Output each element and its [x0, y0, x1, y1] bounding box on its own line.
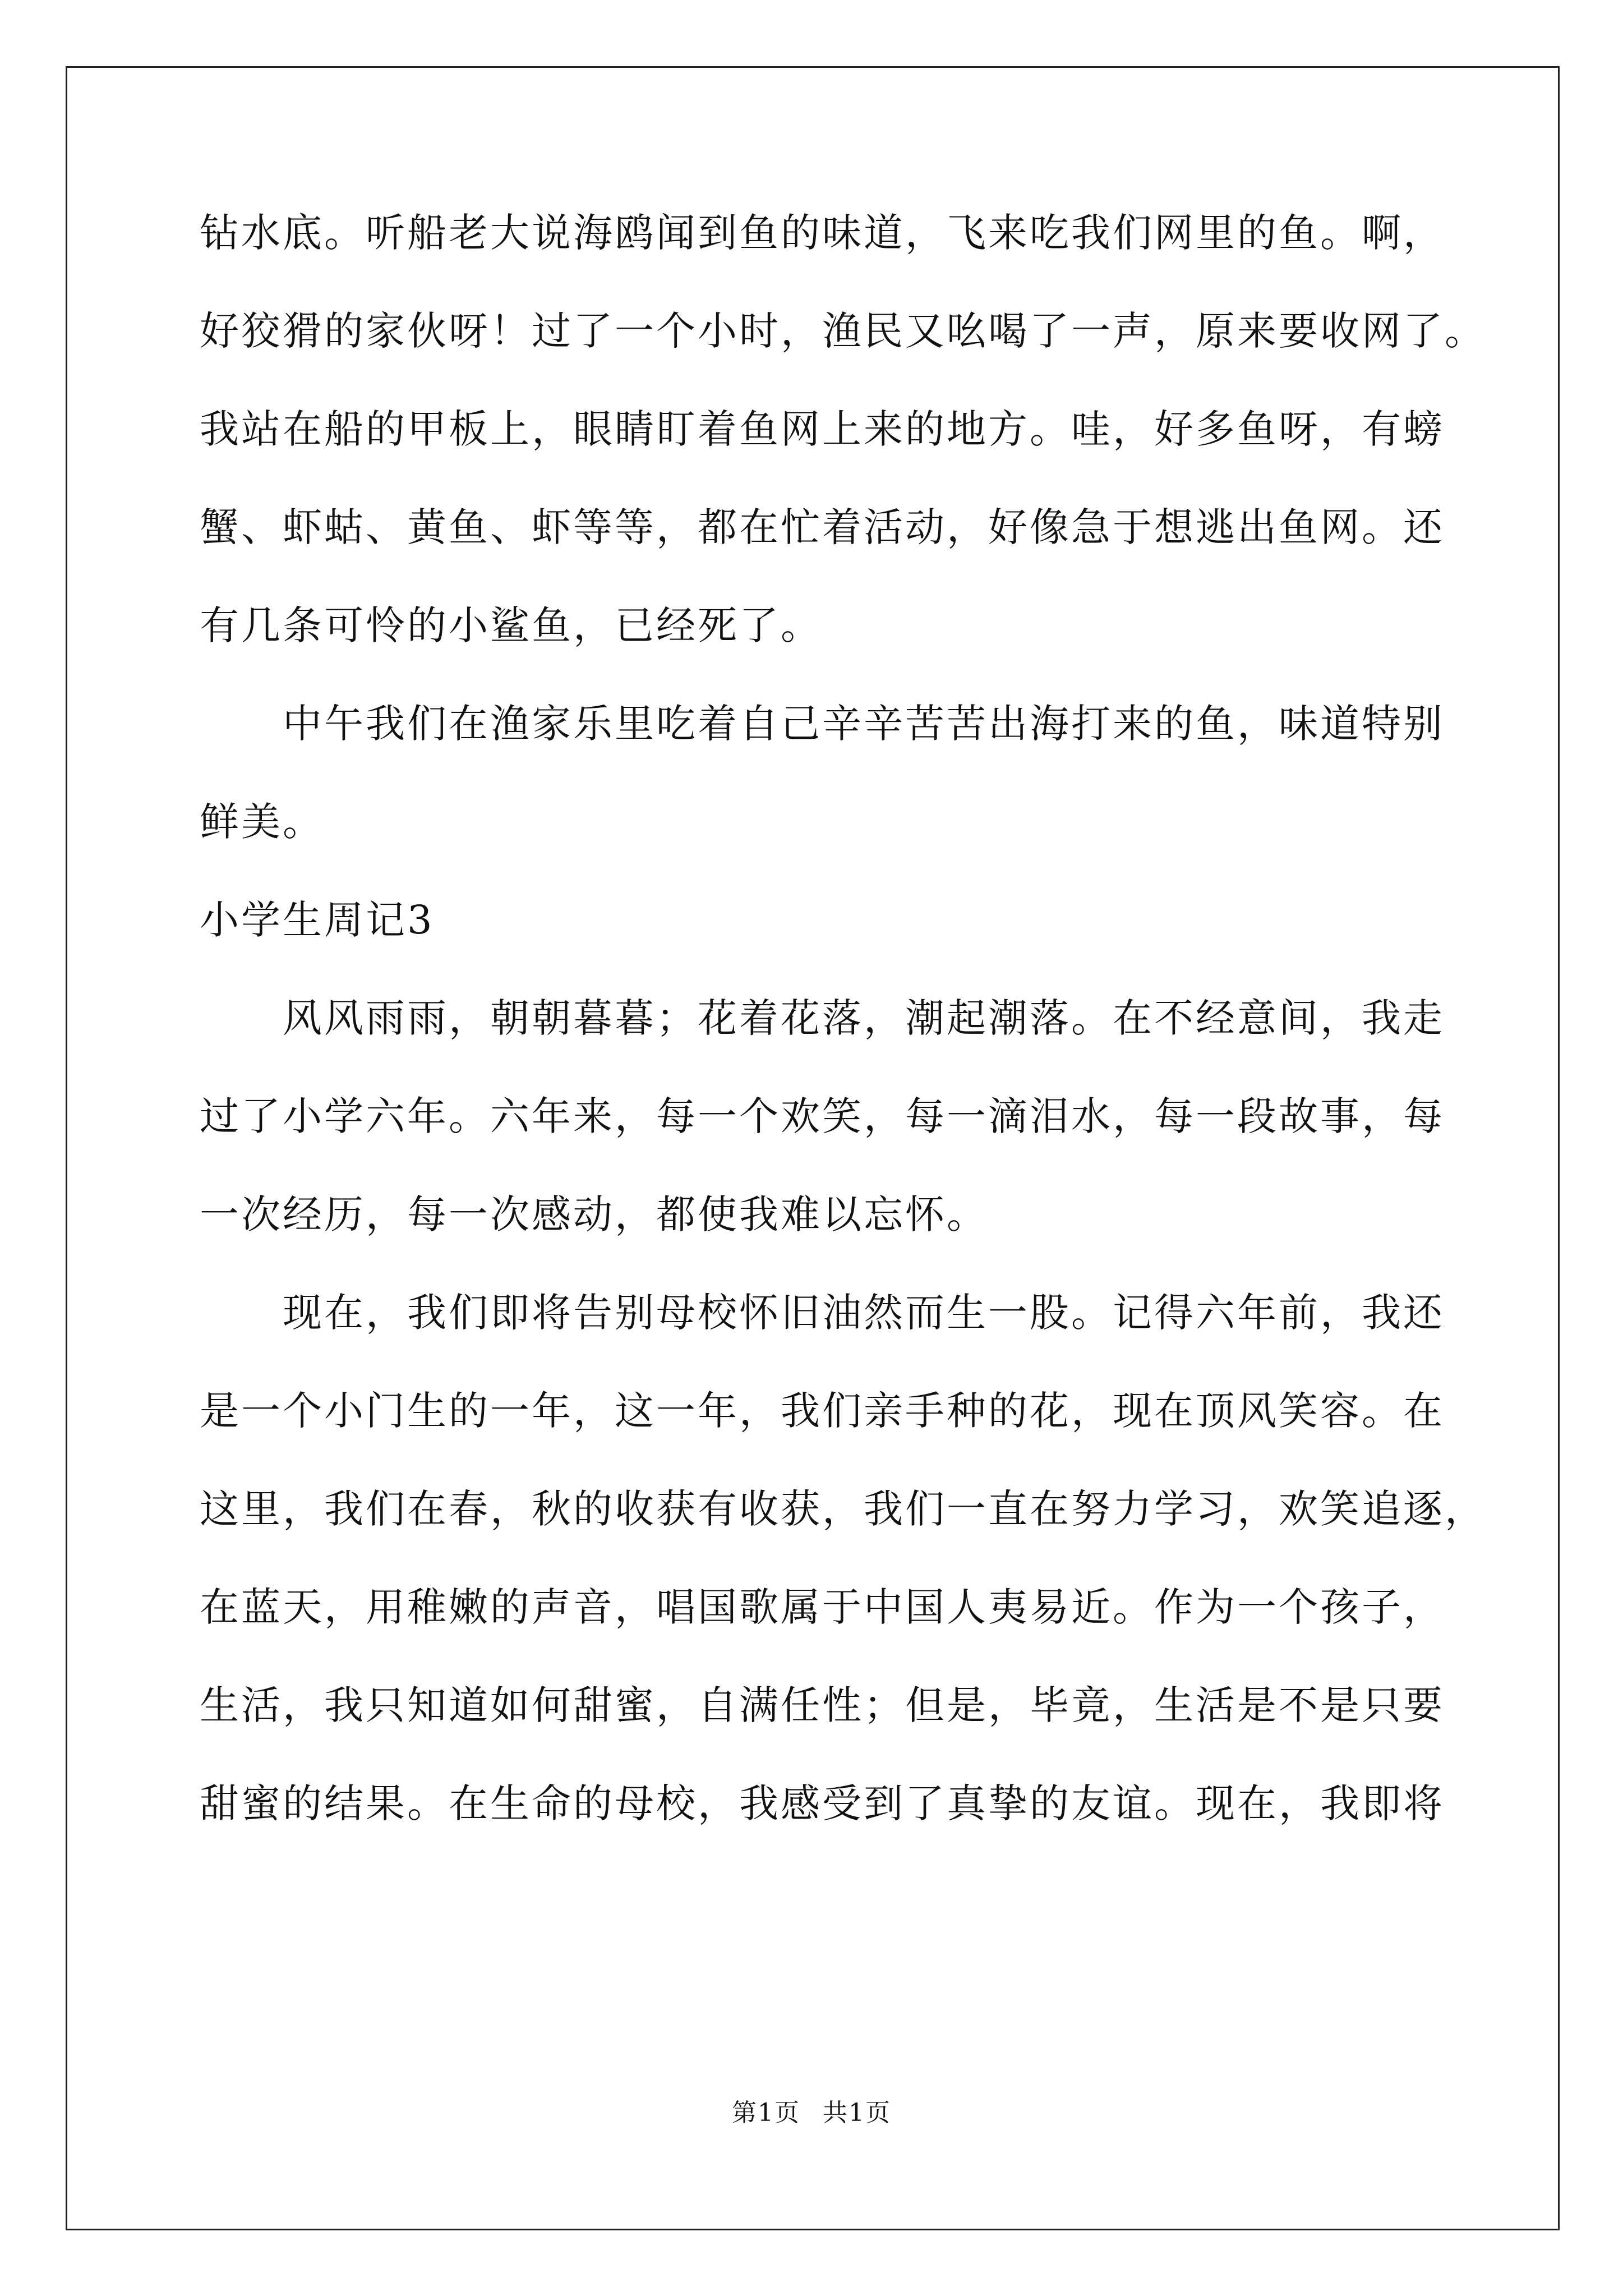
paragraph-first-line: 风风雨雨，朝朝暮暮；花着花落，潮起潮落。在不经意间，我走 [283, 995, 1445, 1041]
section-heading: 小学生周记3 [200, 897, 435, 943]
text-line: 生活，我只知道如何甜蜜，自满任性；但是，毕竟，生活是不是只要 [200, 1682, 1445, 1728]
page-footer [0, 2101, 1623, 2125]
text-line: 在蓝天，用稚嫩的声音，唱国歌属于中国人夷易近。作为一个孩子， [200, 1584, 1445, 1630]
paragraph-first-line: 现在，我们即将告别母校怀旧油然而生一股。记得六年前，我还 [283, 1290, 1445, 1336]
text-line: 过了小学六年。六年来，每一个欢笑，每一滴泪水，每一段故事，每 [200, 1093, 1445, 1139]
text-line: 鲜美。 [200, 799, 324, 845]
paragraph-first-line: 中午我们在渔家乐里吃着自己辛辛苦苦出海打来的鱼，味道特别 [283, 701, 1445, 747]
text-line: 我站在船的甲板上，眼睛盯着鱼网上来的地方。哇，好多鱼呀，有螃 [200, 406, 1445, 452]
text-line: 甜蜜的结果。在生命的母校，我感受到了真挚的友谊。现在，我即将 [200, 1780, 1445, 1826]
text-line: 这里，我们在春，秋的收获有收获，我们一直在努力学习，欢笑追逐， [200, 1486, 1486, 1532]
page-number: 第1页 [732, 2099, 800, 2127]
document-body [200, 210, 1486, 1882]
text-line: 一次经历，每一次感动，都使我难以忘怀。 [200, 1191, 988, 1237]
text-line: 钻水底。听船老大说海鸥闻到鱼的味道，飞来吃我们网里的鱼。啊， [200, 210, 1445, 256]
text-line: 蟹、虾蛄、黄鱼、虾等等，都在忙着活动，好像急于想逃出鱼网。还 [200, 504, 1445, 550]
page-total: 共1页 [823, 2099, 891, 2127]
text-line: 是一个小门生的一年，这一年，我们亲手种的花，现在顶风笑容。在 [200, 1388, 1445, 1434]
text-line: 好狡猾的家伙呀！过了一个小时，渔民又吆喝了一声，原来要收网了。 [200, 308, 1486, 354]
text-line: 有几条可怜的小鲨鱼，已经死了。 [200, 602, 822, 648]
